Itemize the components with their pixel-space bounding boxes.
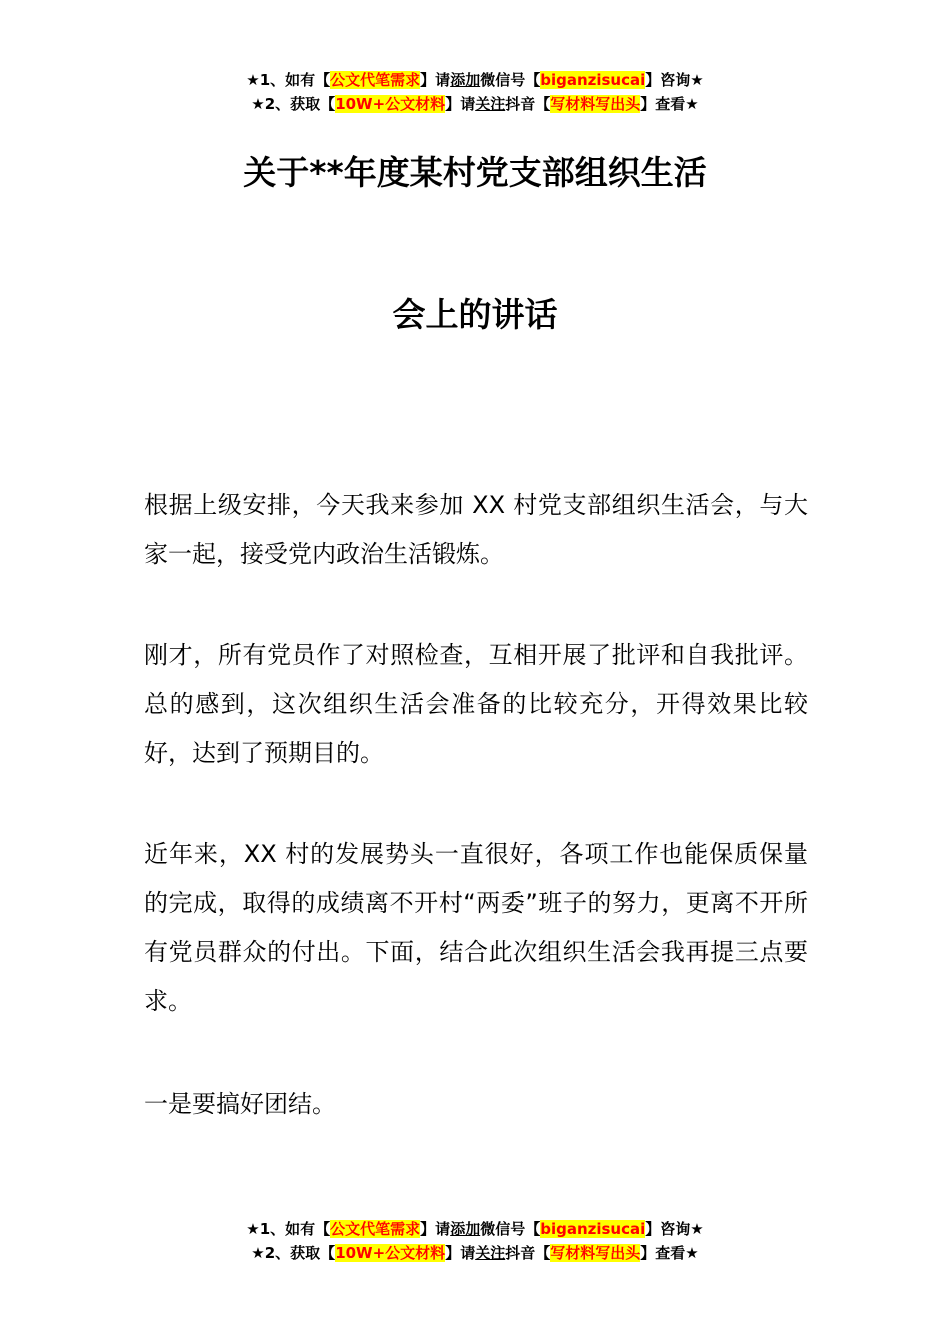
promo-highlight: 公文代笔需求 bbox=[330, 1220, 421, 1238]
promo-banner-footer bbox=[0, 1217, 950, 1265]
promo-text: 】查看★ bbox=[640, 1244, 699, 1262]
document-title-line-1: 关于**年度某村党支部组织生活 bbox=[243, 153, 707, 192]
promo-line-1 bbox=[0, 68, 950, 92]
body-paragraph-4: 一是要搞好团结。 bbox=[144, 1090, 336, 1118]
promo-banner-header bbox=[0, 68, 950, 116]
promo-wechat-id: biganzisucai bbox=[540, 71, 646, 89]
promo-text: 】请 bbox=[420, 71, 451, 89]
promo-text: 】咨询★ bbox=[645, 1220, 704, 1238]
promo-text: 】请 bbox=[420, 1220, 451, 1238]
promo-underlined-text: 关注 bbox=[475, 1244, 506, 1262]
promo-underlined-text: 添加 bbox=[450, 1220, 481, 1238]
promo-text: ★2、获取【 bbox=[251, 95, 336, 113]
promo-line-1 bbox=[0, 1217, 950, 1241]
promo-line-2 bbox=[0, 92, 950, 116]
promo-text: 】请 bbox=[445, 95, 476, 113]
promo-wechat-id: biganzisucai bbox=[540, 1220, 646, 1238]
promo-text: 】咨询★ bbox=[645, 71, 704, 89]
promo-text: 微信号【 bbox=[480, 71, 541, 89]
promo-text: ★2、获取【 bbox=[251, 1244, 336, 1262]
promo-highlight: 10W+公文材料 bbox=[335, 1244, 446, 1262]
promo-highlight: 10W+公文材料 bbox=[335, 95, 446, 113]
promo-text: 】查看★ bbox=[640, 95, 699, 113]
promo-line-2 bbox=[0, 1241, 950, 1265]
promo-douyin-account: 写材料写出头 bbox=[550, 95, 641, 113]
promo-underlined-text: 添加 bbox=[450, 71, 481, 89]
promo-underlined-text: 关注 bbox=[475, 95, 506, 113]
promo-text: 微信号【 bbox=[480, 1220, 541, 1238]
promo-text: ★1、如有【 bbox=[246, 71, 331, 89]
promo-text: 】请 bbox=[445, 1244, 476, 1262]
body-paragraph-2: 刚才，所有党员作了对照检查，互相开展了批评和自我批评。总的感到，这次组织生活会准备的比较充分，开得效果比较好，达到了预期目的。 bbox=[144, 641, 808, 767]
promo-text: ★1、如有【 bbox=[246, 1220, 331, 1238]
body-paragraph-3: 近年来，XX 村的发展势头一直很好，各项工作也能保质保量的完成，取得的成绩离不开村“两委”班子的努力，更离不开所有党员群众的付出。下面，结合此次组织生活会我再提三点要求。 bbox=[144, 840, 808, 1015]
document-title-line-2: 会上的讲话 bbox=[392, 295, 558, 334]
promo-text: 抖音【 bbox=[505, 1244, 551, 1262]
body-paragraph-1: 根据上级安排，今天我来参加 XX 村党支部组织生活会，与大家一起，接受党内政治生活锻炼。 bbox=[144, 491, 808, 568]
promo-douyin-account: 写材料写出头 bbox=[550, 1244, 641, 1262]
promo-text: 抖音【 bbox=[505, 95, 551, 113]
promo-highlight: 公文代笔需求 bbox=[330, 71, 421, 89]
